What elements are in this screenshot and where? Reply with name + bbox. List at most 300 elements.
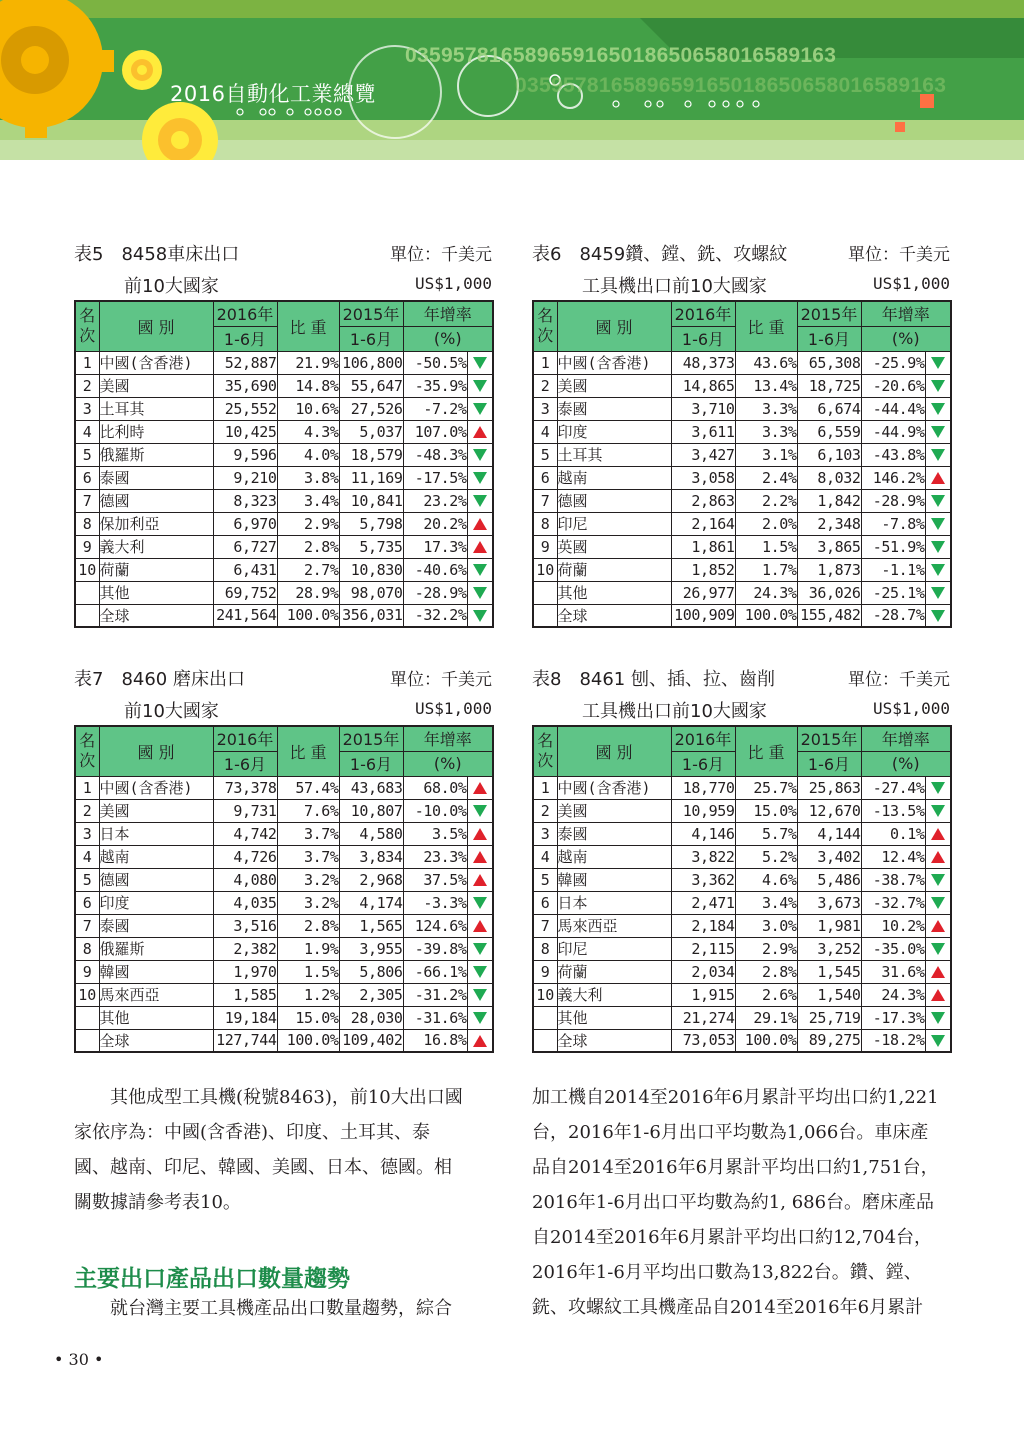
value-2016-cell: 10,959 <box>671 799 735 822</box>
table-8-block <box>532 661 950 1053</box>
table-row <box>533 397 951 420</box>
rank-cell: 5 <box>75 443 99 466</box>
table-row <box>533 891 951 914</box>
value-2015-cell: 4,580 <box>339 822 403 845</box>
growth-cell: -31.6% <box>403 1006 467 1029</box>
growth-cell: -25.1% <box>861 581 925 604</box>
trend-cell <box>925 443 951 466</box>
up-arrow-icon <box>931 966 945 978</box>
col-header-growth: 年增率 <box>403 726 493 751</box>
rank-cell: 4 <box>533 845 557 868</box>
up-arrow-icon <box>931 472 945 484</box>
col-subheader-2016: 1-6月 <box>671 751 735 776</box>
growth-cell: -44.4% <box>861 397 925 420</box>
table-currency: US$1,000 <box>414 274 492 293</box>
value-2016-cell: 1,861 <box>671 535 735 558</box>
down-arrow-icon <box>473 989 487 1001</box>
trend-cell <box>467 581 493 604</box>
country-cell: 中國(含香港) <box>557 776 671 799</box>
rank-cell: 3 <box>533 822 557 845</box>
table-row <box>533 1029 951 1052</box>
country-cell: 印度 <box>99 891 213 914</box>
value-2015-cell: 10,830 <box>339 558 403 581</box>
growth-cell: -28.9% <box>861 489 925 512</box>
col-header-rank <box>75 726 99 776</box>
table-subheading <box>74 691 492 722</box>
share-cell: 24.3% <box>735 581 797 604</box>
table-row <box>533 489 951 512</box>
growth-cell: -66.1% <box>403 960 467 983</box>
table-row <box>75 937 493 960</box>
table-row <box>75 512 493 535</box>
country-cell: 其他 <box>99 1006 213 1029</box>
col-header-rank <box>533 301 557 351</box>
down-arrow-icon <box>931 426 945 438</box>
col-header-growth: 年增率 <box>861 301 951 326</box>
country-cell: 義大利 <box>99 535 213 558</box>
trend-cell <box>467 420 493 443</box>
country-cell: 全球 <box>557 1029 671 1052</box>
rank-cell: 2 <box>75 374 99 397</box>
table-label: 表7 8460 磨床出口 <box>74 669 245 690</box>
share-cell: 100.0% <box>735 604 797 627</box>
value-2015-cell: 2,348 <box>797 512 861 535</box>
value-2015-cell: 36,026 <box>797 581 861 604</box>
col-header-country: 國 別 <box>99 301 213 351</box>
table-heading <box>532 661 950 691</box>
country-cell: 泰國 <box>557 397 671 420</box>
share-cell: 57.4% <box>277 776 339 799</box>
table-currency: US$1,000 <box>872 699 950 718</box>
share-cell: 2.9% <box>735 937 797 960</box>
share-cell: 43.6% <box>735 351 797 374</box>
trend-cell <box>467 937 493 960</box>
value-2015-cell: 5,486 <box>797 868 861 891</box>
growth-cell: 0.1% <box>861 822 925 845</box>
rank-cell: 6 <box>75 891 99 914</box>
value-2016-cell: 6,431 <box>213 558 277 581</box>
down-arrow-icon <box>473 943 487 955</box>
down-arrow-icon <box>931 357 945 369</box>
value-2015-cell: 8,032 <box>797 466 861 489</box>
text-line: 自2014至2016年6月累計平均出口約12,704台， <box>532 1227 933 1248</box>
country-cell: 全球 <box>557 604 671 627</box>
value-2015-cell: 1,540 <box>797 983 861 1006</box>
trend-cell <box>925 799 951 822</box>
value-2015-cell: 28,030 <box>339 1006 403 1029</box>
value-2015-cell: 98,070 <box>339 581 403 604</box>
table-row <box>533 351 951 374</box>
country-cell: 土耳其 <box>557 443 671 466</box>
up-arrow-icon <box>473 1035 487 1047</box>
text-line: 關數據請參考表10。 <box>74 1192 241 1213</box>
growth-cell: -44.9% <box>861 420 925 443</box>
share-cell: 28.9% <box>277 581 339 604</box>
growth-cell: -7.8% <box>861 512 925 535</box>
table-row <box>75 558 493 581</box>
rank-header-text: 名次 <box>537 306 554 346</box>
country-cell: 俄羅斯 <box>99 443 213 466</box>
table-row <box>533 960 951 983</box>
value-2016-cell: 48,373 <box>671 351 735 374</box>
table-subtitle: 前10大國家 <box>124 276 219 297</box>
share-cell: 7.6% <box>277 799 339 822</box>
text-line: 品自2014至2016年6月累計平均出口約1,751台， <box>532 1157 939 1178</box>
table-row <box>533 558 951 581</box>
down-arrow-icon <box>931 943 945 955</box>
table-row <box>75 891 493 914</box>
value-2015-cell: 6,674 <box>797 397 861 420</box>
rank-cell: 10 <box>533 558 557 581</box>
value-2015-cell: 2,968 <box>339 868 403 891</box>
country-cell: 荷蘭 <box>557 558 671 581</box>
growth-cell: 12.4% <box>861 845 925 868</box>
value-2015-cell: 6,559 <box>797 420 861 443</box>
col-subheader-growth: (%) <box>861 751 951 776</box>
value-2016-cell: 4,080 <box>213 868 277 891</box>
value-2015-cell: 5,037 <box>339 420 403 443</box>
trend-cell <box>467 397 493 420</box>
down-arrow-icon <box>931 897 945 909</box>
trend-cell <box>467 512 493 535</box>
growth-cell: 17.3% <box>403 535 467 558</box>
table-7-block <box>74 661 492 1053</box>
country-cell: 泰國 <box>99 914 213 937</box>
rank-cell: 9 <box>75 535 99 558</box>
table-row <box>75 420 493 443</box>
table-row <box>75 983 493 1006</box>
value-2016-cell: 1,585 <box>213 983 277 1006</box>
value-2016-cell: 18,770 <box>671 776 735 799</box>
country-cell: 泰國 <box>99 466 213 489</box>
table-row <box>533 535 951 558</box>
value-2015-cell: 356,031 <box>339 604 403 627</box>
growth-cell: -48.3% <box>403 443 467 466</box>
value-2016-cell: 10,425 <box>213 420 277 443</box>
col-subheader-2015: 1-6月 <box>339 326 403 351</box>
share-cell: 2.8% <box>277 914 339 937</box>
table-currency: US$1,000 <box>414 699 492 718</box>
page-number: • 30 • <box>54 1350 104 1369</box>
right-paragraph <box>532 1080 952 1325</box>
growth-cell: -13.5% <box>861 799 925 822</box>
down-arrow-icon <box>931 449 945 461</box>
down-arrow-icon <box>473 357 487 369</box>
rank-cell: 5 <box>75 868 99 891</box>
col-subheader-2015: 1-6月 <box>339 751 403 776</box>
value-2015-cell: 3,865 <box>797 535 861 558</box>
table-row <box>75 914 493 937</box>
share-cell: 3.3% <box>735 397 797 420</box>
country-cell: 全球 <box>99 1029 213 1052</box>
down-arrow-icon <box>931 564 945 576</box>
share-cell: 5.7% <box>735 822 797 845</box>
down-arrow-icon <box>473 966 487 978</box>
down-arrow-icon <box>931 541 945 553</box>
share-cell: 2.2% <box>735 489 797 512</box>
country-cell: 韓國 <box>99 960 213 983</box>
value-2015-cell: 109,402 <box>339 1029 403 1052</box>
growth-cell: -38.7% <box>861 868 925 891</box>
value-2016-cell: 8,323 <box>213 489 277 512</box>
table-row <box>75 489 493 512</box>
value-2016-cell: 127,744 <box>213 1029 277 1052</box>
text-line: 國、越南、印尼、韓國、美國、日本、德國。相 <box>74 1157 452 1178</box>
share-cell: 2.4% <box>735 466 797 489</box>
share-cell: 10.6% <box>277 397 339 420</box>
col-header-share: 比 重 <box>277 726 339 776</box>
growth-cell: -18.2% <box>861 1029 925 1052</box>
section-heading: 主要出口產品出口數量趨勢 <box>74 1266 350 1292</box>
trend-cell <box>925 960 951 983</box>
col-header-share: 比 重 <box>735 726 797 776</box>
country-cell: 英國 <box>557 535 671 558</box>
value-2016-cell: 2,382 <box>213 937 277 960</box>
value-2015-cell: 10,841 <box>339 489 403 512</box>
growth-cell: 124.6% <box>403 914 467 937</box>
table-row <box>533 868 951 891</box>
up-arrow-icon <box>473 828 487 840</box>
down-arrow-icon <box>473 805 487 817</box>
rank-cell: 1 <box>75 776 99 799</box>
text-line: 其他成型工具機(稅號8463)，前10大出口國 <box>74 1087 463 1108</box>
col-header-growth: 年增率 <box>861 726 951 751</box>
rank-cell: 7 <box>75 489 99 512</box>
country-cell: 中國(含香港) <box>99 776 213 799</box>
col-subheader-2016: 1-6月 <box>213 751 277 776</box>
share-cell: 2.7% <box>277 558 339 581</box>
share-cell: 13.4% <box>735 374 797 397</box>
col-header-country: 國 別 <box>557 726 671 776</box>
table-row <box>75 604 493 627</box>
growth-cell: -3.3% <box>403 891 467 914</box>
decorative-digits-1: 035957816589659165018650658016589163 <box>405 44 837 67</box>
value-2016-cell: 3,822 <box>671 845 735 868</box>
share-cell: 3.7% <box>277 822 339 845</box>
down-arrow-icon <box>931 805 945 817</box>
value-2015-cell: 4,144 <box>797 822 861 845</box>
value-2016-cell: 3,710 <box>671 397 735 420</box>
col-header-growth: 年增率 <box>403 301 493 326</box>
trend-cell <box>925 822 951 845</box>
down-arrow-icon <box>473 495 487 507</box>
decorative-digits-2: 035957816589659165018650658016589163 <box>515 74 947 97</box>
country-cell: 其他 <box>557 1006 671 1029</box>
value-2015-cell: 10,807 <box>339 799 403 822</box>
growth-cell: 107.0% <box>403 420 467 443</box>
col-header-2015: 2015年 <box>797 726 861 751</box>
country-cell: 義大利 <box>557 983 671 1006</box>
left-paragraph <box>74 1080 494 1220</box>
table-unit: 單位：千美元 <box>390 670 492 690</box>
value-2015-cell: 1,842 <box>797 489 861 512</box>
table-heading <box>74 236 492 266</box>
rank-cell: 4 <box>75 420 99 443</box>
country-cell: 馬來西亞 <box>99 983 213 1006</box>
share-cell: 3.8% <box>277 466 339 489</box>
country-cell: 德國 <box>99 868 213 891</box>
trend-cell <box>467 776 493 799</box>
col-subheader-2015: 1-6月 <box>797 751 861 776</box>
down-arrow-icon <box>473 564 487 576</box>
growth-cell: 146.2% <box>861 466 925 489</box>
share-cell: 100.0% <box>277 604 339 627</box>
growth-cell: -43.8% <box>861 443 925 466</box>
share-cell: 15.0% <box>277 1006 339 1029</box>
table-row <box>75 351 493 374</box>
share-cell: 1.7% <box>735 558 797 581</box>
country-cell: 越南 <box>99 845 213 868</box>
share-cell: 2.0% <box>735 512 797 535</box>
trend-cell <box>925 845 951 868</box>
trend-cell <box>467 1029 493 1052</box>
value-2016-cell: 6,727 <box>213 535 277 558</box>
col-header-2015: 2015年 <box>339 301 403 326</box>
col-header-rank <box>75 301 99 351</box>
rank-cell: 9 <box>533 535 557 558</box>
rank-cell <box>75 1006 99 1029</box>
growth-cell: -10.0% <box>403 799 467 822</box>
col-header-share: 比 重 <box>735 301 797 351</box>
table-row <box>533 937 951 960</box>
col-header-2016: 2016年 <box>213 301 277 326</box>
table-heading <box>74 661 492 691</box>
growth-cell: 3.5% <box>403 822 467 845</box>
country-cell: 印尼 <box>557 937 671 960</box>
share-cell: 1.2% <box>277 983 339 1006</box>
col-header-2016: 2016年 <box>671 301 735 326</box>
rank-cell: 9 <box>75 960 99 983</box>
col-subheader-2016: 1-6月 <box>671 326 735 351</box>
share-cell: 100.0% <box>277 1029 339 1052</box>
rank-cell: 2 <box>533 799 557 822</box>
value-2015-cell: 11,169 <box>339 466 403 489</box>
rank-cell: 3 <box>533 397 557 420</box>
country-cell: 其他 <box>557 581 671 604</box>
growth-cell: -39.8% <box>403 937 467 960</box>
table-row <box>533 914 951 937</box>
value-2015-cell: 1,545 <box>797 960 861 983</box>
table-unit: 單位：千美元 <box>848 670 950 690</box>
trend-cell <box>467 443 493 466</box>
growth-cell: -32.2% <box>403 604 467 627</box>
down-arrow-icon <box>473 1012 487 1024</box>
country-cell: 越南 <box>557 845 671 868</box>
rank-cell: 9 <box>533 960 557 983</box>
rank-cell: 8 <box>75 937 99 960</box>
rank-cell: 2 <box>533 374 557 397</box>
rank-cell: 5 <box>533 443 557 466</box>
rank-cell <box>75 604 99 627</box>
value-2015-cell: 1,565 <box>339 914 403 937</box>
value-2015-cell: 18,579 <box>339 443 403 466</box>
table-row <box>75 799 493 822</box>
value-2016-cell: 9,210 <box>213 466 277 489</box>
share-cell: 2.8% <box>277 535 339 558</box>
trend-cell <box>467 822 493 845</box>
value-2015-cell: 89,275 <box>797 1029 861 1052</box>
up-arrow-icon <box>473 920 487 932</box>
table-6-block <box>532 236 950 628</box>
share-cell: 15.0% <box>735 799 797 822</box>
rank-cell: 7 <box>533 489 557 512</box>
value-2016-cell: 4,742 <box>213 822 277 845</box>
value-2016-cell: 3,611 <box>671 420 735 443</box>
value-2015-cell: 3,673 <box>797 891 861 914</box>
rank-cell: 10 <box>75 983 99 1006</box>
down-arrow-icon <box>931 380 945 392</box>
country-cell: 俄羅斯 <box>99 937 213 960</box>
share-cell: 3.4% <box>277 489 339 512</box>
share-cell: 3.3% <box>735 420 797 443</box>
table-label: 表8 8461 刨、插、拉、齒削 <box>532 669 775 690</box>
rank-cell: 2 <box>75 799 99 822</box>
down-arrow-icon <box>931 874 945 886</box>
rank-cell: 7 <box>533 914 557 937</box>
rank-cell: 6 <box>533 466 557 489</box>
share-cell: 3.2% <box>277 891 339 914</box>
country-cell: 比利時 <box>99 420 213 443</box>
export-table <box>74 725 494 1053</box>
export-table <box>532 300 952 628</box>
country-cell: 保加利亞 <box>99 512 213 535</box>
table-row <box>75 1006 493 1029</box>
down-arrow-icon <box>473 610 487 622</box>
trend-cell <box>467 351 493 374</box>
down-arrow-icon <box>473 403 487 415</box>
rank-cell: 10 <box>533 983 557 1006</box>
value-2016-cell: 1,970 <box>213 960 277 983</box>
rank-cell: 1 <box>533 351 557 374</box>
table-row <box>533 581 951 604</box>
growth-cell: -40.6% <box>403 558 467 581</box>
rank-cell: 4 <box>75 845 99 868</box>
trend-cell <box>925 489 951 512</box>
rank-cell: 6 <box>75 466 99 489</box>
header-banner <box>0 0 1024 160</box>
table-subtitle: 前10大國家 <box>124 701 219 722</box>
up-arrow-icon <box>473 518 487 530</box>
trend-cell <box>925 914 951 937</box>
trend-cell <box>467 535 493 558</box>
growth-cell: -50.5% <box>403 351 467 374</box>
value-2015-cell: 3,402 <box>797 845 861 868</box>
country-cell: 日本 <box>557 891 671 914</box>
col-subheader-2015: 1-6月 <box>797 326 861 351</box>
col-header-rank <box>533 726 557 776</box>
trend-cell <box>925 466 951 489</box>
share-cell: 21.9% <box>277 351 339 374</box>
growth-cell: 68.0% <box>403 776 467 799</box>
share-cell: 4.3% <box>277 420 339 443</box>
country-cell: 中國(含香港) <box>557 351 671 374</box>
country-cell: 印度 <box>557 420 671 443</box>
growth-cell: -31.2% <box>403 983 467 1006</box>
up-arrow-icon <box>473 874 487 886</box>
trend-cell <box>467 845 493 868</box>
country-cell: 土耳其 <box>99 397 213 420</box>
table-row <box>75 868 493 891</box>
rank-cell <box>75 581 99 604</box>
growth-cell: -28.7% <box>861 604 925 627</box>
share-cell: 5.2% <box>735 845 797 868</box>
table-heading <box>532 236 950 266</box>
value-2016-cell: 2,164 <box>671 512 735 535</box>
trend-cell <box>925 891 951 914</box>
value-2016-cell: 4,726 <box>213 845 277 868</box>
value-2015-cell: 5,798 <box>339 512 403 535</box>
value-2016-cell: 9,596 <box>213 443 277 466</box>
